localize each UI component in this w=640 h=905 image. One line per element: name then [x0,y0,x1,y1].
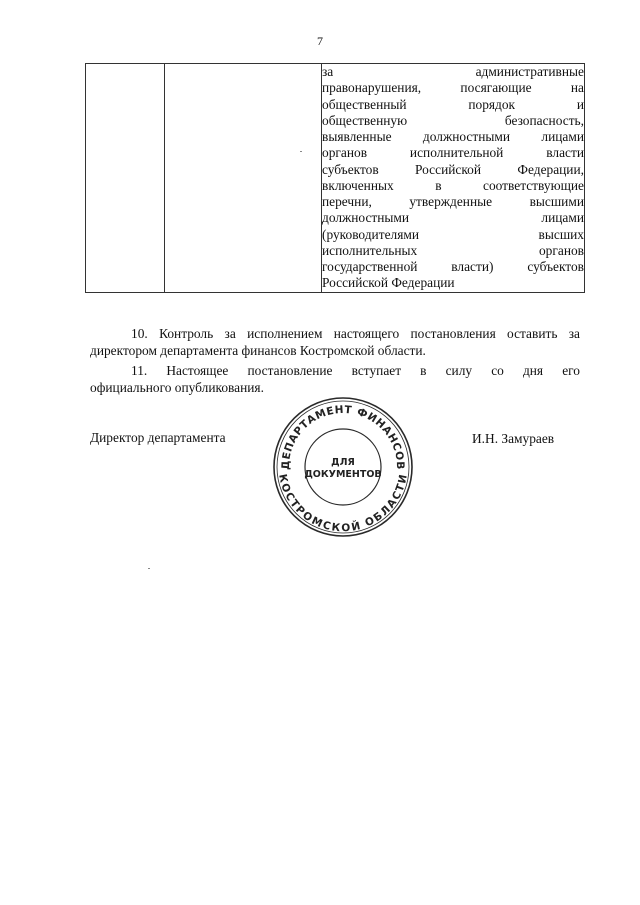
cell-line: выявленные должностными лицами [322,129,584,144]
cell-line: должностными лицами [322,210,584,226]
cell-line: перечни, утвержденные высшими [322,194,584,209]
table-row [86,64,585,293]
paragraph-line: директором департамента финансов Костромской области. [90,343,426,358]
cell-line: органов исполнительной власти [322,145,584,161]
cell-line: Российской Федерации [322,275,455,291]
scan-speck [148,568,150,569]
cell-line: правонарушения, посягающие на [322,80,584,96]
cell-line: общественный порядок и [322,96,584,112]
cell-line: включенных в соответствующие [322,177,584,193]
table-cell-empty-2 [165,64,322,293]
table-cell-empty-1 [86,64,165,293]
official-seal-stamp [272,396,414,538]
cell-line: субъектов Российской Федерации, [322,161,584,177]
page-number: 7 [317,34,323,48]
stamp-top-text: ДЕПАРТАМЕНТ ФИНАНСОВ [279,403,407,471]
cell-line: государственной власти) субъектов [322,259,584,274]
signatory-name: И.Н. Замураев [472,431,555,446]
signatory-position: Директор департамента [90,430,226,445]
stamp-center-line1: ДЛЯ [331,457,355,468]
cell-line: исполнительных органов [322,242,584,258]
cell-line: за административные [322,64,584,79]
paragraph-10 [90,325,580,359]
continuation-table [85,63,585,293]
table-cell-text [322,64,585,293]
svg-text:КОСТРОМСКОЙ ОБЛАСТИ [276,473,410,534]
cell-line: общественную безопасность, [322,112,584,128]
cell-line: (руководителями высших [322,226,584,242]
stamp-bottom-text: КОСТРОМСКОЙ ОБЛАСТИ [276,473,410,535]
stamp-center-line2: ДОКУМЕНТОВ [304,469,382,480]
paragraph-11 [90,362,580,396]
paragraph-line: 10. Контроль за исполнением настоящего постановления оставить за [131,326,580,341]
paragraph-line: официального опубликования. [90,380,264,395]
paragraph-line: 11. Настоящее постановление вступает в силу со дня его [131,363,580,378]
